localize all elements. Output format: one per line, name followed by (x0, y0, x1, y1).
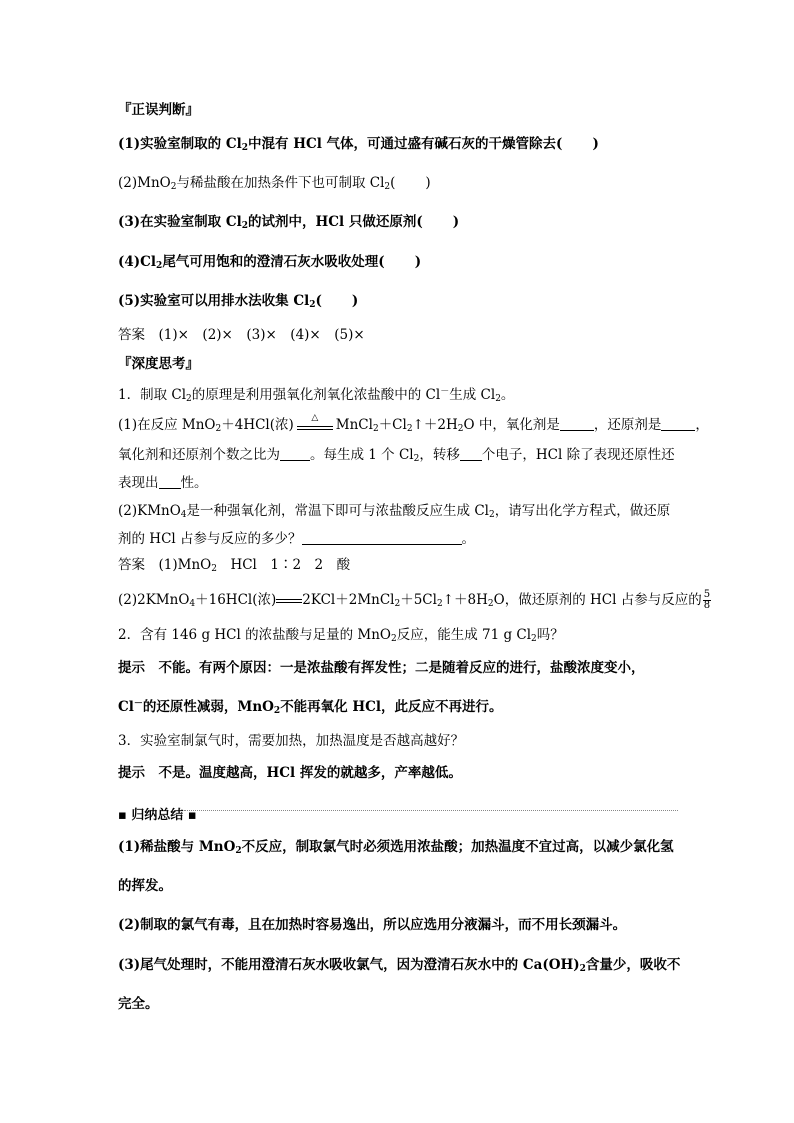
answer-blank (159, 476, 181, 489)
question-1-part-1-line-2: 氧化剂和还原剂个数之比为 。每生成 1 个 $Cl_2$，转移 个电子，HCl 除了表现还原性还 (118, 447, 675, 464)
judgement-answer: 答案 (1)× (2)× (3)× (4)× (5)× (118, 327, 365, 343)
question-1-part-1-line-3: 表现出 性。 (118, 475, 208, 491)
question-1-answer-2: (2)2KMnO$_4$＋16HCl(浓) $2KCl+2MnCl_2+5Cl_2↑+8H_2O$，做还原剂的 HCl 占参与反应的 $\frac{5}{8}$ (118, 589, 711, 611)
summary-item-1-line-2: 的挥发。 (118, 878, 172, 894)
question-1-part-1-line-1: (1)在反应 MnO$_2$＋4HCl(浓) △ $MnCl_2+Cl_2↑+2H_2O$ 中，氧化剂是 ，还原剂是 ， (118, 412, 709, 434)
heating-equals-sign: △ (297, 419, 333, 433)
answer-blank (302, 532, 462, 545)
summary-title: ▪ 归纳总结 ▪ (118, 808, 197, 823)
question-1-answer-1: 答案 (1)MnO$_2$ HCl 1∶2 2 酸 (118, 557, 351, 574)
summary-item-3-line-2: 完全。 (118, 996, 159, 1012)
judgement-item-1: (1)实验室制取的 $Cl_2$中混有 HCl 气体，可通过盛有碱石灰的干燥管除去( ) (118, 136, 599, 153)
summary-item-3-line-1: (3)尾气处理时，不能用澄清石灰水吸收氯气，因为澄清石灰水中的 $Ca(OH)_2$含量少，吸收不 (118, 957, 681, 974)
answer-blank (661, 418, 695, 431)
summary-item-1-line-1: (1)稀盐酸与 MnO$_2$不反应，制取氯气时必须选用浓盐酸；加热温度不宜过高，以减少氯化氢 (118, 839, 674, 856)
section-title-judgement: 『正误判断』 (118, 102, 199, 118)
question-3-hint: 提示 不是。温度越高，HCl 挥发的就越多，产率越低。 (118, 765, 462, 781)
judgement-item-2: (2)MnO$_2$与稀盐酸在加热条件下也可制取 $Cl_2$( ) (118, 175, 431, 192)
fraction: $\frac{5}{8}$ (703, 589, 711, 611)
judgement-item-3: (3)在实验室制取 $Cl_2$的试剂中，HCl 只做还原剂( ) (118, 214, 460, 231)
answer-blank (460, 448, 482, 461)
question-1-stem: 1．制取 $Cl_2$的原理是利用强氧化剂氧化浓盐酸中的 Cl－生成 $Cl_2$。 (118, 387, 515, 404)
question-1-part-2-line-2: 剂的 HCl 占参与反应的多少？ 。 (118, 531, 476, 547)
equals-sign (276, 594, 302, 608)
question-2-hint-line-2: Cl－的还原性减弱，MnO$_2$不能再氧化 HCl，此反应不再进行。 (118, 699, 503, 716)
question-2-hint-line-1: 提示 不能。有两个原因：一是浓盐酸有挥发性；二是随着反应的进行，盐酸浓度变小， (118, 660, 645, 676)
question-3-stem: 3．实验室制氯气时，需要加热，加热温度是否越高越好？ (118, 733, 465, 749)
section-title-deep-thinking: 『深度思考』 (118, 356, 199, 372)
question-2-stem: 2．含有 146 g HCl 的浓盐酸与足量的 MnO$_2$反应，能生成 71 g $Cl_2$吗？ (118, 627, 564, 644)
summary-item-2: (2)制取的氯气有毒，且在加热时容易逸出，所以应选用分液漏斗，而不用长颈漏斗。 (118, 917, 627, 933)
summary-header-rule (118, 808, 678, 823)
judgement-item-4: $(4)Cl_2$尾气可用饱和的澄清石灰水吸收处理( ) (118, 254, 422, 271)
question-1-part-2-line-1: (2)KMnO$_4$是一种强氧化剂，常温下即可与浓盐酸反应生成 $Cl_2$，请写出化学方程式，做还原 (118, 503, 671, 520)
answer-blank (560, 418, 594, 431)
judgement-item-5: (5)实验室可以用排水法收集 $Cl_2$( ) (118, 293, 359, 310)
answer-blank (280, 448, 310, 461)
